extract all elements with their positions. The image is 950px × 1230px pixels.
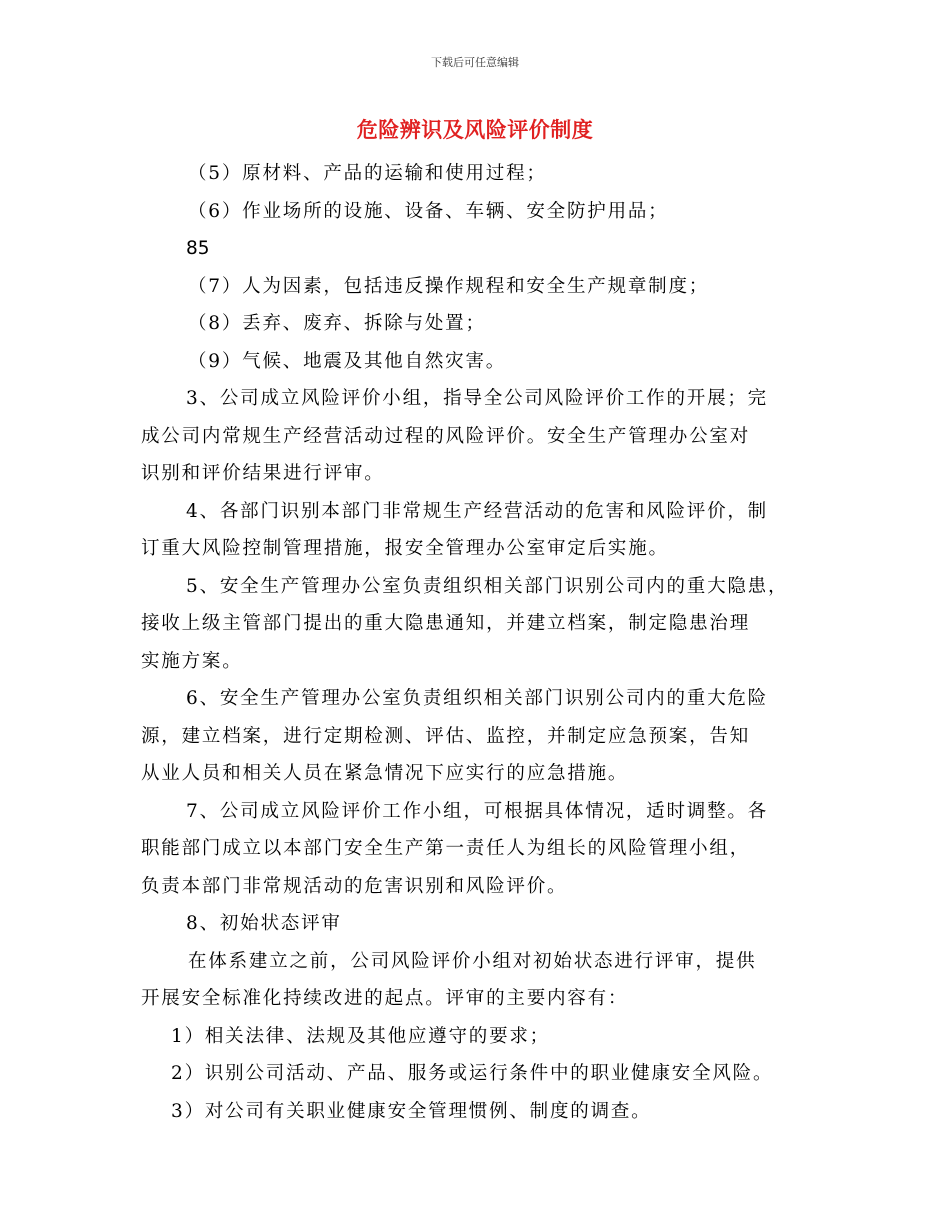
paragraph-line: 3）对公司有关职业健康安全管理惯例、制度的调查。 <box>171 1100 652 1122</box>
paragraph-line: 1）相关法律、法规及其他应遵守的要求； <box>171 1025 550 1047</box>
paragraph-line: 6、安全生产管理办公室负责组织相关部门识别公司内的重大危险 <box>186 688 768 709</box>
page-number: 85 <box>186 238 210 259</box>
document-title: 危险辨识及风险评价制度 <box>356 117 594 142</box>
paragraph-line: 订重大风险控制管理措施，报安全管理办公室审定后实施。 <box>141 538 669 559</box>
paragraph-line: （8）丢弃、废弃、拆除与处置； <box>188 313 486 334</box>
paragraph-line: 接收上级主管部门提出的重大隐患通知，并建立档案，制定隐患治理 <box>141 613 751 634</box>
paragraph-line: （5）原材料、产品的运输和使用过程； <box>188 163 547 184</box>
paragraph-line: 5、安全生产管理办公室负责组织相关部门识别公司内的重大隐患， <box>186 575 789 597</box>
paragraph-line: 职能部门成立以本部门安全生产第一责任人为组长的风险管理小组， <box>141 838 751 859</box>
paragraph-line: 3、公司成立风险评价小组，指导全公司风险评价工作的开展；完 <box>186 388 768 409</box>
paragraph-line: 源，建立档案，进行定期检测、评估、监控，并制定应急预案，告知 <box>141 725 751 747</box>
paragraph-line: 7、公司成立风险评价工作小组，可根据具体情况，适时调整。各 <box>186 800 768 822</box>
paragraph-line: 在体系建立之前，公司风险评价小组对初始状态进行评审，提供 <box>188 950 757 972</box>
paragraph-line: 2）识别公司活动、产品、服务或运行条件中的职业健康安全风险。 <box>171 1063 774 1084</box>
paragraph-line: 8、初始状态评审 <box>186 913 342 934</box>
paragraph-line: （7）人为因素，包括违反操作规程和安全生产规章制度； <box>188 275 710 297</box>
paragraph-line: 实施方案。 <box>141 650 243 672</box>
paragraph-line: 4、各部门识别本部门非常规生产经营活动的危害和风险评价，制 <box>186 500 768 522</box>
paragraph-line: 识别和评价结果进行评审。 <box>141 463 385 484</box>
document-body <box>141 155 831 1130</box>
paragraph-line: 成公司内常规生产经营活动过程的风险评价。安全生产管理办公室对 <box>141 425 751 447</box>
page-header-note: 下载后可任意编辑 <box>431 56 519 69</box>
paragraph-line: 负责本部门非常规活动的危害识别和风险评价。 <box>141 875 568 897</box>
paragraph-line: 从业人员和相关人员在紧急情况下应实行的应急措施。 <box>141 763 629 784</box>
paragraph-line: （9）气候、地震及其他自然灾害。 <box>188 350 507 372</box>
paragraph-line: （6）作业场所的设施、设备、车辆、安全防护用品； <box>188 200 669 222</box>
paragraph-line: 开展安全标准化持续改进的起点。评审的主要内容有： <box>141 988 629 1009</box>
